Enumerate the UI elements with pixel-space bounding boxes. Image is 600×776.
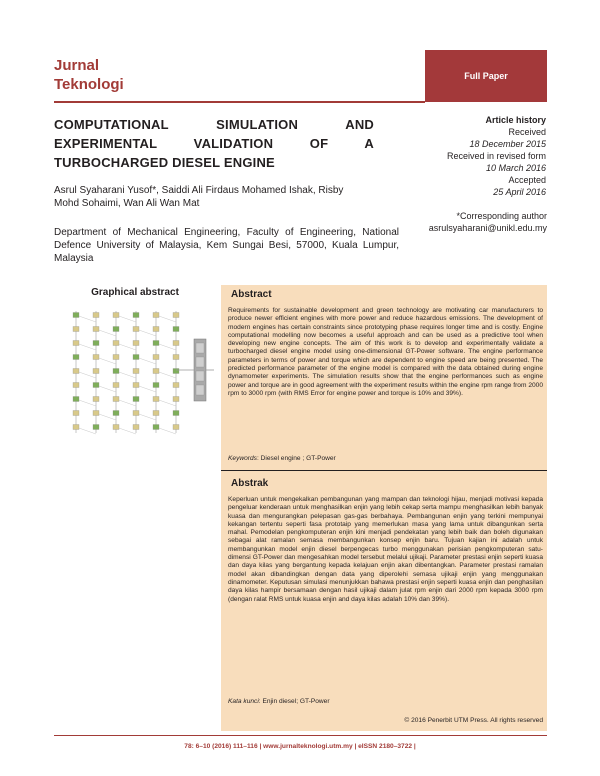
article-history	[386, 114, 546, 198]
keywords-label: Keywords	[228, 455, 257, 462]
diagram-component	[93, 327, 99, 332]
affiliation: Department of Mechanical Engineering, Faculty of Engineering, National Defence University of Malaysia, Kem Sungai Besi, 57000, Kuala Lumpur, Malaysia	[54, 227, 399, 264]
full-paper-badge: Full Paper	[425, 50, 547, 102]
diagram-component	[73, 425, 79, 430]
authors	[54, 184, 399, 210]
diagram-component	[153, 425, 159, 430]
diagram-component	[133, 397, 139, 402]
kata-kunci-value: Enjin diesel; GT-Power	[262, 698, 330, 705]
diagram-component	[153, 327, 159, 332]
diagram-component	[133, 355, 139, 360]
diagram-component	[93, 355, 99, 360]
engine-cylinder	[196, 357, 204, 367]
diagram-component	[73, 369, 79, 374]
diagram-component	[173, 355, 179, 360]
diagram-component	[73, 327, 79, 332]
authors-line-1: Asrul Syaharani Yusof*, Saiddi Ali Firdaus Mohamed Ishak, Risby	[54, 185, 344, 196]
diagram-component	[113, 355, 119, 360]
revised-date: 10 March 2016	[485, 163, 546, 173]
engine-cylinder	[196, 343, 204, 353]
graphical-abstract-label: Graphical abstract	[91, 287, 179, 298]
diagram-component	[173, 327, 179, 332]
diagram-component	[173, 383, 179, 388]
diagram-component	[153, 411, 159, 416]
diagram-component	[113, 425, 119, 430]
diagram-component	[93, 425, 99, 430]
received-date: 18 December 2015	[469, 139, 546, 149]
journal-name-line1: Jurnal	[54, 57, 100, 74]
diagram-component	[93, 411, 99, 416]
diagram-component	[173, 369, 179, 374]
diagram-component	[113, 313, 119, 318]
diagram-component	[173, 411, 179, 416]
diagram-component	[153, 341, 159, 346]
diagram-component	[113, 397, 119, 402]
authors-line-2: Mohd Sohaimi, Wan Ali Wan Mat	[54, 198, 200, 209]
history-heading: Article history	[485, 115, 546, 125]
diagram-component	[153, 313, 159, 318]
diagram-component	[173, 341, 179, 346]
diagram-component	[133, 411, 139, 416]
engine-cylinder	[196, 385, 204, 395]
footer-rule	[54, 735, 547, 736]
kata-kunci-label: Kata kunci	[228, 698, 259, 705]
corresponding-author	[395, 211, 547, 234]
diagram-component	[93, 383, 99, 388]
corresponding-label: *Corresponding author	[456, 211, 547, 221]
diagram-component	[173, 425, 179, 430]
diagram-component	[133, 327, 139, 332]
diagram-component	[93, 341, 99, 346]
diagram-component	[73, 383, 79, 388]
diagram-component	[133, 383, 139, 388]
title-line-2: EXPERIMENTAL VALIDATION OF A	[54, 136, 374, 151]
diagram-component	[113, 341, 119, 346]
diagram-component	[113, 369, 119, 374]
diagram-component	[153, 397, 159, 402]
journal-name-line2: Teknologi	[54, 76, 124, 93]
engine-model-diagram	[62, 305, 217, 440]
corresponding-email[interactable]: asrulsyaharani@unikl.edu.my	[428, 222, 547, 233]
abstract-panel	[221, 285, 547, 731]
title-line-1: COMPUTATIONAL SIMULATION AND	[54, 117, 374, 132]
diagram-component	[73, 341, 79, 346]
abstrak-body: Keperluan untuk mengekalkan pembangunan yang mampan dan teknologi hijau, menjadi motivasi kepada pengeluar kenderaan untuk menghasilkan enjin yang lebih cekap serta mampu menghasilkan lebih banyak kuasa dan mengurangkan pelepasan gas-gas berbahaya. Pembangunan enjin yang terkini mempunyai kekangan tertentu seperti fasa prototaip yang memerlukan masa yang lama untuk dibangunkan serta mahal. Pemodelan pengkomputeran enjin kini menjadi pendekatan yang lebih baik dan boleh digunakan sebagai alat ramalan semasa membangunkan konsep enjin baru. Tujuan kajian ini adalah untuk membangunkan model enjin diesel berpengecas turbo menggunakan perisian pengkomputeran satu-dimensi GT-Power dan mengesahkan model tersebut melalui ujikaji. Parameter prestasi enjin seperti kuasa dan daya kilas yang bergantung kepada kelajuan enjin akan dibentangkan. Parameter prestasi ramalan model akan dibandingkan dengan data yang diperolehi semasa ujikaji enjin yang menggunakan dinamometer. Keputusan simulasi menunjukkan bahawa prestasi enjin seperti kuasa enjin dan penghasilan daya kilas hampir bersamaan dengan hasil ujikaji dalam julat rpm enjin dari 2000 rpm kepada 3000 rpm (dengan ralat RMS untuk kuasa enjin and daya kilas adalah 10% dan 39%).	[228, 496, 543, 603]
accepted-label: Accepted	[508, 175, 546, 185]
keywords-value: Diesel engine ; GT-Power	[260, 455, 336, 462]
paper-title	[54, 115, 374, 172]
diagram-component	[133, 341, 139, 346]
diagram-component	[93, 313, 99, 318]
diagram-component	[73, 397, 79, 402]
header-rule	[54, 101, 425, 103]
abstract-body: Requirements for sustainable development and green technology are motivating car manufacturers to produce newer efficient engines with more power and reduce hazardous emissions. The development of modern engines has certain constraints since prototyping phase requires longer time and is costly. Engine computational modelling now becomes a useful approach and can be used as a predictive tool when developing new engine concepts. The aim of this work is to develop and experimentally validate a turbocharged diesel engine model using one-dimensional GT-Power software. The engine performance parameters in terms of power and torque which are dependent to engine speed are being presented. The predicted performance parameter of the engine model is compared with the data obtained during engine dynamometer experiments. The simulation results show that the engine performances such as engine power and torque are in good agreement with the experiment results within the engine rpm range from 2000 rpm to 3000 rpm (with RMS Error for engine power and torque is 10% and 39%).	[228, 307, 543, 397]
abstract-heading: Abstract	[231, 289, 272, 300]
copyright: © 2016 Penerbit UTM Press. All rights reserved	[404, 717, 543, 724]
abstract-keywords: Keywords: Diesel engine ; GT-Power	[228, 455, 336, 462]
received-label: Received	[508, 127, 546, 137]
diagram-component	[93, 397, 99, 402]
diagram-component	[73, 313, 79, 318]
diagram-component	[133, 369, 139, 374]
abstrak-heading: Abstrak	[231, 478, 269, 489]
abstrak-keywords: Kata kunci: Enjin diesel; GT-Power	[228, 698, 330, 705]
engine-cylinder	[196, 371, 204, 381]
diagram-component	[173, 313, 179, 318]
diagram-component	[73, 355, 79, 360]
diagram-component	[173, 397, 179, 402]
diagram-component	[153, 383, 159, 388]
diagram-component	[133, 425, 139, 430]
diagram-component	[153, 369, 159, 374]
footer-citation: 78: 6–10 (2016) 111–116 | www.jurnalteknologi.utm.my | eISSN 2180–3722 |	[184, 743, 416, 750]
diagram-component	[113, 383, 119, 388]
accepted-date: 25 April 2016	[493, 187, 546, 197]
diagram-component	[133, 313, 139, 318]
diagram-component	[113, 327, 119, 332]
title-line-3: TURBOCHARGED DIESEL ENGINE	[54, 155, 275, 170]
diagram-component	[153, 355, 159, 360]
revised-label: Received in revised form	[446, 151, 546, 161]
diagram-component	[113, 411, 119, 416]
diagram-component	[93, 369, 99, 374]
abstract-divider	[221, 470, 547, 471]
diagram-component	[73, 411, 79, 416]
journal-name	[54, 56, 124, 94]
